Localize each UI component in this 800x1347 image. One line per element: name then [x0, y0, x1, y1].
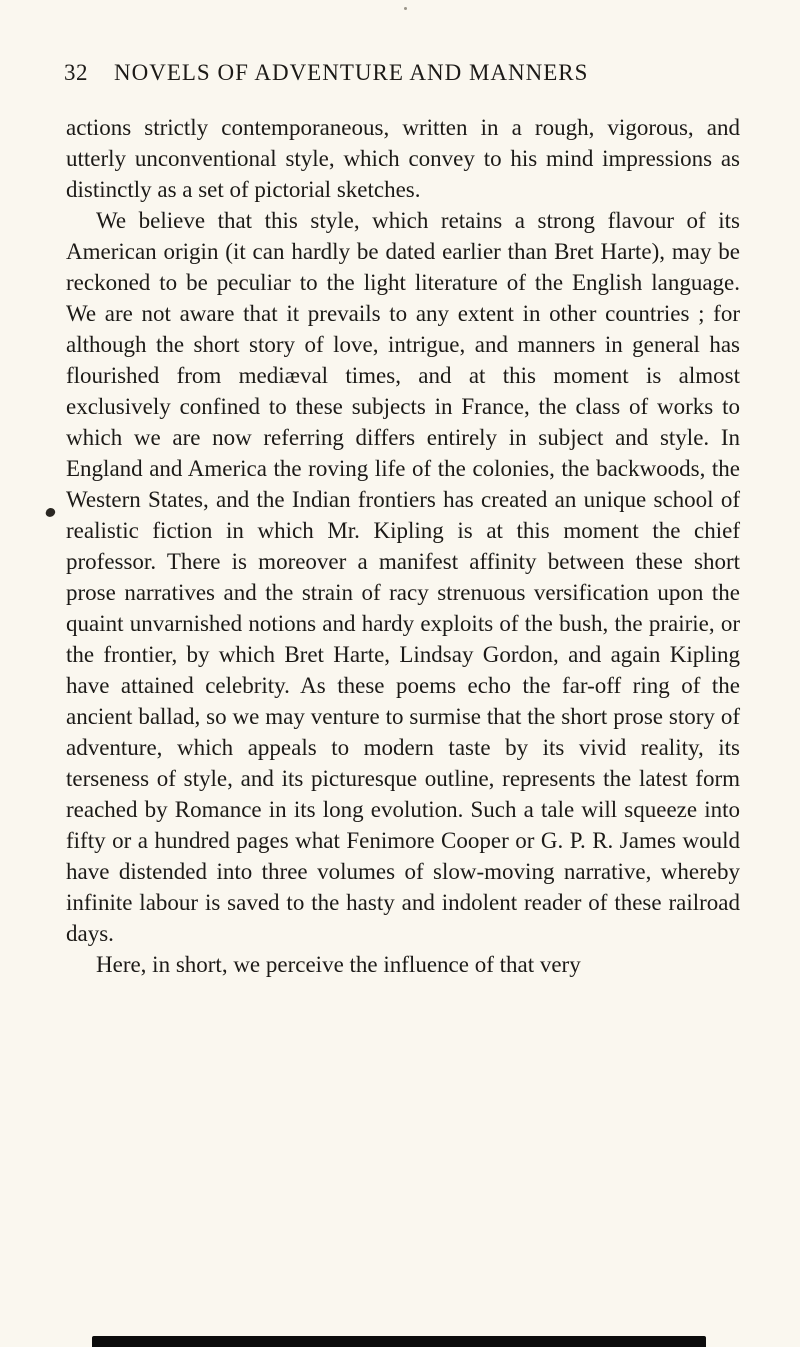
text-block — [66, 112, 740, 980]
scan-speck — [404, 7, 407, 10]
page-header — [64, 60, 742, 86]
paragraph: We believe that this style, which retains a strong flavour of its American origin (it can hardly be dated earlier than Bret Harte), may be reckoned to be peculiar to the light literature of the English language. We are not aware that it prevails to any extent in other countries ; for although the short story of love, intrigue, and manners in general has flourished from mediæval times, and at this moment is almost exclusively confined to these subjects in France, the class of works to which we are now referring differs entirely in subject and style. In England and America the roving life of the colonies, the backwoods, the Western States, and the Indian frontiers has created an unique school of realistic fiction in which Mr. Kipling is at this moment the chief professor. There is moreover a manifest affinity between these short prose narratives and the strain of racy strenuous versification upon the quaint unvarnished notions and hardy exploits of the bush, the prairie, or the frontier, by which Bret Harte, Lindsay Gordon, and again Kipling have attained celebrity. As these poems echo the far-off ring of the ancient ballad, so we may venture to surmise that the short prose story of adventure, which appeals to modern taste by its vivid reality, its terseness of style, and its picturesque outline, represents the latest form reached by Romance in its long evolution. Such a tale will squeeze into fifty or a hundred pages what Fenimore Cooper or G. P. R. James would have distended into three volumes of slow-moving narrative, whereby infinite labour is saved to the hasty and indolent reader of these railroad days. — [66, 208, 740, 946]
paragraph-continuation: actions strictly contemporaneous, written in a rough, vigorous, and utterly unconventional style, which convey to his mind impressions as distinctly as a set of pictorial sketches. — [66, 115, 740, 202]
scan-artifact-bar — [92, 1336, 706, 1347]
running-title: NOVELS OF ADVENTURE AND MANNERS — [114, 60, 589, 85]
paragraph-start: Here, in short, we perceive the influence of that very — [96, 952, 581, 977]
margin-ink-mark — [45, 507, 56, 518]
page-number: 32 — [64, 60, 88, 85]
